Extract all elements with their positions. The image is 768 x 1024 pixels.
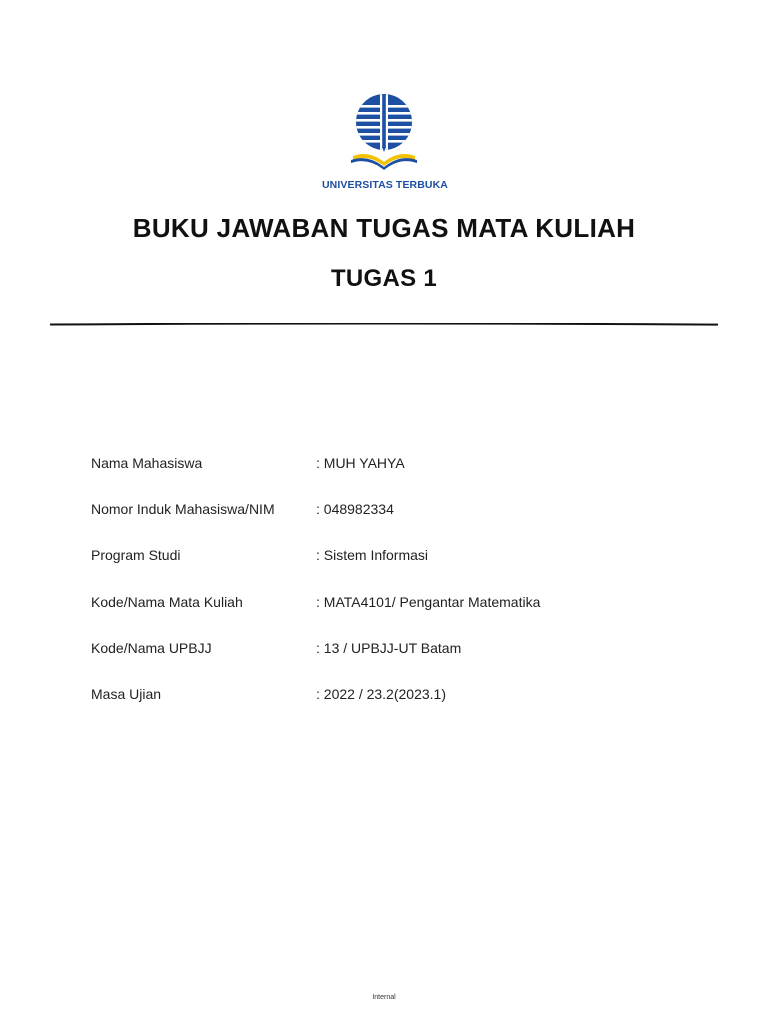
- logo-text: UNIVERSITAS TERBUKA: [322, 179, 448, 191]
- info-row-mata-kuliah: [91, 593, 711, 639]
- university-logo: [322, 92, 446, 192]
- info-value: : MATA4101/ Pengantar Matematika: [316, 593, 541, 610]
- info-label: Nama Mahasiswa: [91, 455, 203, 471]
- info-row-masa-ujian: [91, 685, 711, 731]
- info-value: : Sistem Informasi: [316, 547, 429, 564]
- info-label: Kode/Nama Mata Kuliah: [91, 593, 243, 610]
- student-info: [91, 454, 711, 731]
- info-value: : 048982334: [316, 501, 394, 518]
- university-emblem-icon: [349, 92, 419, 176]
- info-value: : 13 / UPBJJ-UT Batam: [316, 639, 462, 656]
- footer-classification: Internal: [372, 994, 396, 1001]
- info-row-upbjj: [91, 639, 711, 685]
- info-label: Masa Ujian: [91, 685, 162, 702]
- info-label: Kode/Nama UPBJJ: [91, 639, 212, 656]
- info-row-nama: [91, 454, 711, 500]
- document-title: BUKU JAWABAN TUGAS MATA KULIAH: [132, 213, 636, 243]
- document-subtitle: TUGAS 1: [330, 265, 438, 292]
- info-label: Nomor Induk Mahasiswa/NIM: [91, 501, 275, 518]
- info-row-program-studi: [91, 546, 711, 592]
- info-value: : 2022 / 23.2(2023.1): [316, 685, 446, 702]
- info-label: Program Studi: [91, 547, 181, 564]
- info-value: : MUH YAHYA: [316, 455, 405, 471]
- info-row-nim: [91, 500, 711, 546]
- title-divider: [50, 323, 718, 326]
